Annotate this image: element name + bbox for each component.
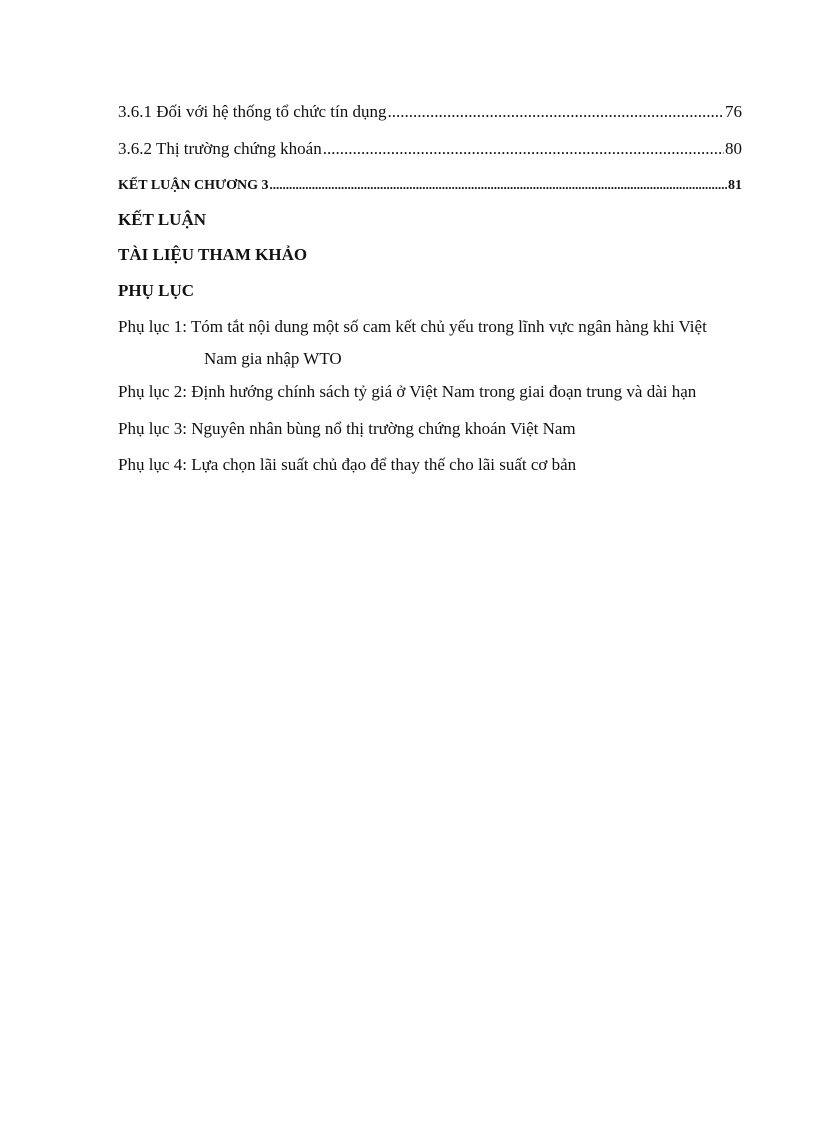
toc-entry-chapter-3-conclusion[interactable]: [118, 174, 742, 197]
toc-page-number: 80: [725, 139, 742, 158]
appendix-item-4: [118, 454, 742, 476]
toc-entry-3-6-1[interactable]: [118, 101, 742, 123]
heading-references: TÀI LIỆU THAM KHẢO: [118, 245, 308, 264]
toc-entry-title: 3.6.1 Đối với hệ thống tổ chức tín dụng: [118, 102, 387, 121]
appendix-item-2: [118, 381, 742, 403]
appendix-item-text-continued: Nam gia nhập WTO: [204, 349, 342, 368]
heading-appendix: PHỤ LỤC: [118, 281, 195, 300]
toc-dot-leader: [387, 101, 724, 123]
toc-page-number: 81: [728, 178, 742, 193]
appendix-item-3: [118, 418, 742, 440]
toc-dot-leader: [270, 174, 727, 196]
appendix-item-1: [118, 316, 742, 370]
heading-conclusion: KẾT LUẬN: [118, 210, 207, 229]
appendix-item-text: Phụ lục 1: Tóm tắt nội dung một số cam kết chủ yếu trong lĩnh vực ngân hàng khi Việt: [118, 317, 707, 336]
toc-entry-title: KẾT LUẬN CHƯƠNG 3: [118, 178, 269, 193]
toc-entry-title: 3.6.2 Thị trường chứng khoán: [118, 139, 322, 158]
toc-dot-leader: [323, 138, 724, 160]
toc-page-number: 76: [725, 102, 742, 121]
toc-entry-3-6-2[interactable]: [118, 138, 742, 160]
appendix-item-text: Phụ lục 3: Nguyên nhân bùng nổ thị trường chứng khoán Việt Nam: [118, 419, 576, 438]
appendix-item-text: Phụ lục 2: Định hướng chính sách tỷ giá ở Việt Nam trong giai đoạn trung và dài hạn: [118, 382, 697, 401]
appendix-item-text: Phụ lục 4: Lựa chọn lãi suất chủ đạo để thay thế cho lãi suất cơ bản: [118, 455, 577, 474]
